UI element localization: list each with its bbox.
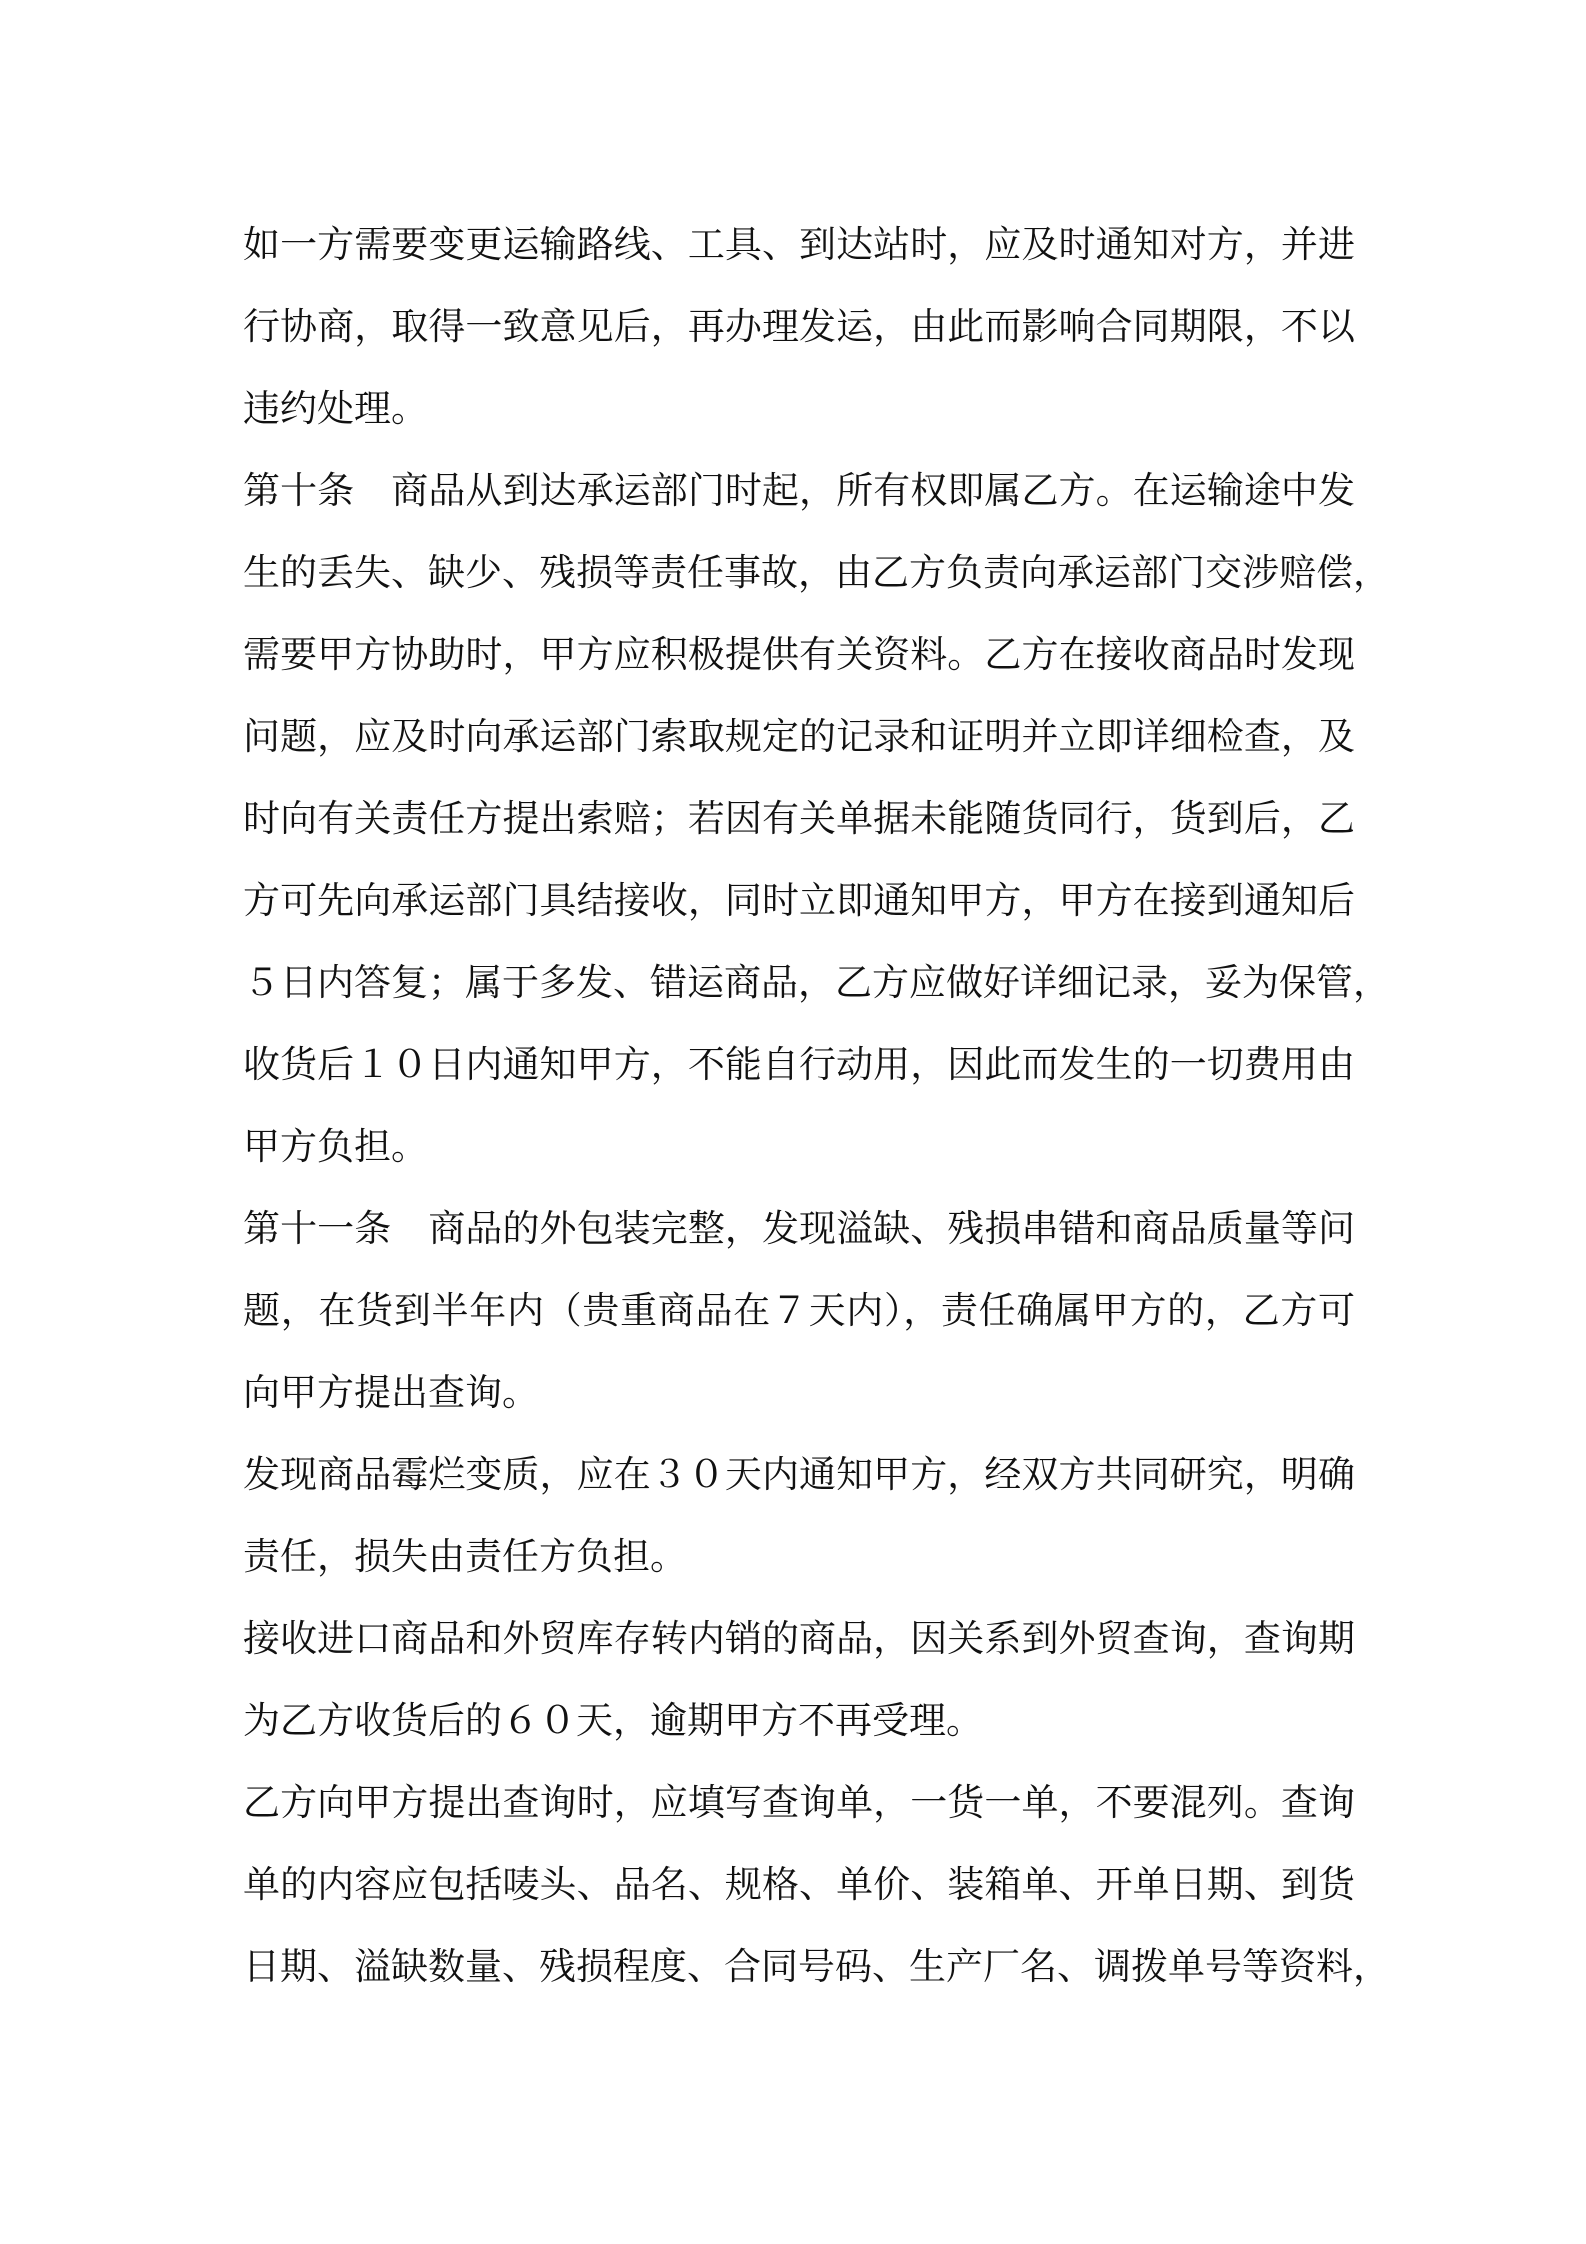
text-line: 接收进口商品和外贸库存转内销的商品，因关系到外贸查询，查询期: [243, 1617, 1355, 1660]
text-line: 问题，应及时向承运部门索取规定的记录和证明并立即详细检查，及: [243, 715, 1355, 758]
text-line: 第十一条 商品的外包装完整，发现溢缺、残损串错和商品质量等问: [243, 1207, 1355, 1250]
text-line: 时向有关责任方提出索赔；若因有关单据未能随货同行，货到后，乙: [243, 797, 1355, 840]
text-line: 需要甲方协助时，甲方应积极提供有关资料。乙方在接收商品时发现: [243, 633, 1355, 676]
text-line: 甲方负担。: [243, 1125, 428, 1168]
document-body: [243, 204, 1390, 2008]
text-line: 责任，损失由责任方负担。: [243, 1535, 687, 1578]
text-line: 发现商品霉烂变质，应在３０天内通知甲方，经双方共同研究，明确: [243, 1453, 1355, 1496]
text-line: 行协商，取得一致意见后，再办理发运，由此而影响合同期限，不以: [243, 305, 1355, 348]
text-line: 如一方需要变更运输路线、工具、到达站时，应及时通知对方，并进: [243, 223, 1355, 266]
text-line: 为乙方收货后的６０天，逾期甲方不再受理。: [243, 1699, 983, 1742]
text-line: 收货后１０日内通知甲方，不能自行动用，因此而发生的一切费用由: [243, 1043, 1355, 1086]
text-line: 第十条 商品从到达承运部门时起，所有权即属乙方。在运输途中发: [243, 469, 1355, 512]
text-line: ５日内答复；属于多发、错运商品，乙方应做好详细记录，妥为保管，: [243, 961, 1390, 1004]
text-line: 单的内容应包括唛头、品名、规格、单价、装箱单、开单日期、到货: [243, 1863, 1355, 1906]
text-line: 乙方向甲方提出查询时，应填写查询单，一货一单，不要混列。查询: [243, 1781, 1355, 1824]
text-line: 题，在货到半年内（贵重商品在７天内），责任确属甲方的，乙方可: [243, 1289, 1355, 1332]
text-line: 向甲方提出查询。: [243, 1371, 539, 1414]
text-line: 日期、溢缺数量、残损程度、合同号码、生产厂名、调拨单号等资料，: [243, 1945, 1390, 1988]
text-line: 违约处理。: [243, 387, 428, 430]
text-line: 生的丢失、缺少、残损等责任事故，由乙方负责向承运部门交涉赔偿，: [243, 551, 1390, 594]
text-line: 方可先向承运部门具结接收，同时立即通知甲方，甲方在接到通知后: [243, 879, 1355, 922]
